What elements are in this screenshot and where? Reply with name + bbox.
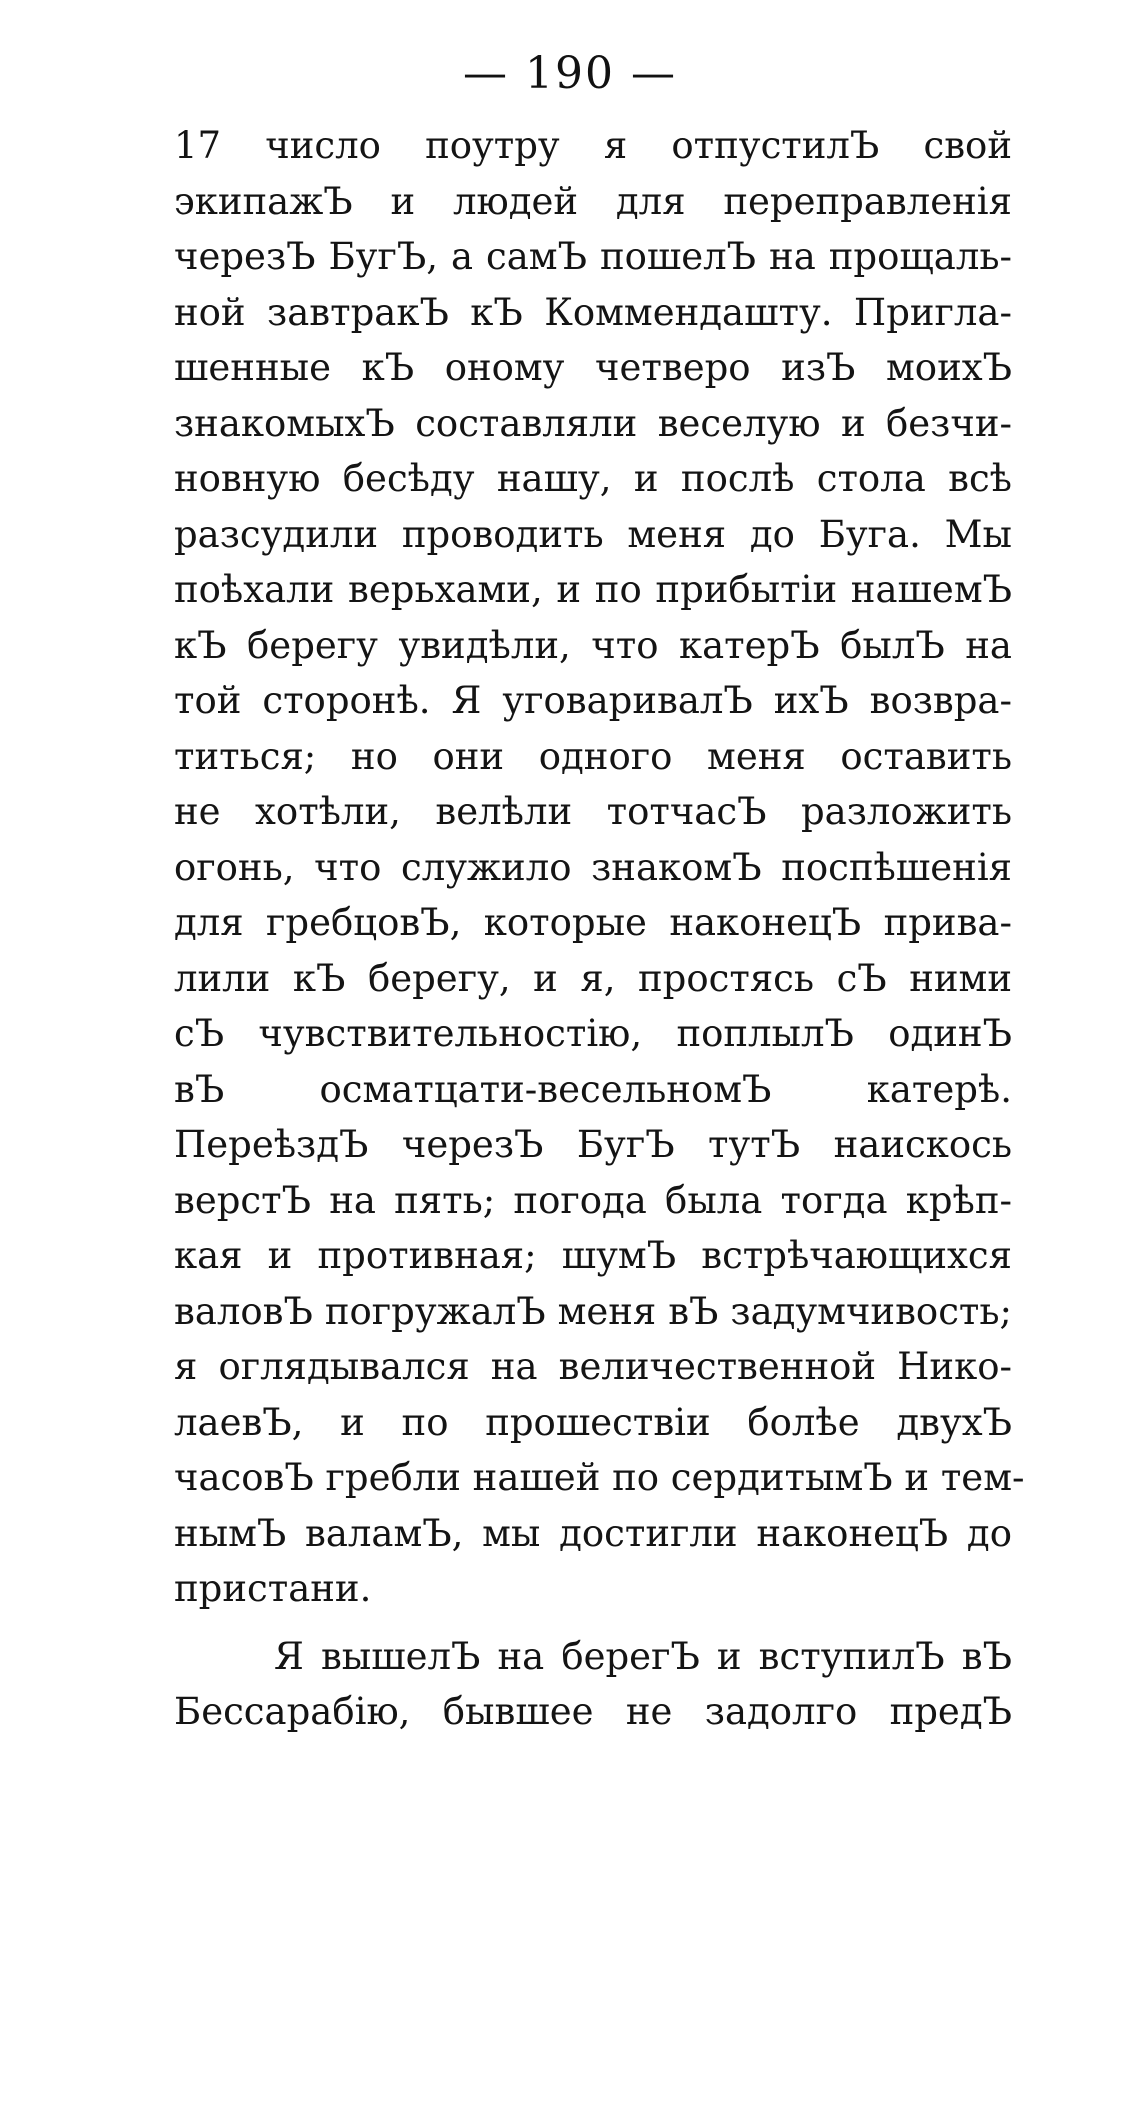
text-line: верстЪ на пять; погода была тогда крѣп- bbox=[174, 1178, 1012, 1222]
body-text bbox=[174, 118, 1025, 1740]
text-line: шенные кЪ оному четверо изЪ моихЪ bbox=[174, 346, 1012, 389]
text-line: валовЪ погружалЪ меня вЪ задумчивость; bbox=[174, 1289, 1012, 1333]
text-line: огонь, что служило знакомЪ поспѣшенія bbox=[174, 845, 1012, 889]
text-line: кЪ берегу увидѣли, что катерЪ былЪ на bbox=[174, 623, 1012, 667]
text-line: не хотѣли, велѣли тотчасЪ разложить bbox=[174, 790, 1012, 833]
text-line: кая и противная; шумЪ встрѣчающихся bbox=[174, 1234, 1012, 1277]
text-line: сЪ чувствительностію, поплылЪ одинЪ bbox=[174, 1012, 1012, 1055]
text-line: черезЪ БугЪ, а самЪ пошелЪ на прощаль- bbox=[174, 235, 1012, 278]
text-line: Бессарабію, бывшее не задолго предЪ bbox=[174, 1690, 1012, 1733]
text-line: нымЪ валамЪ, мы достигли наконецЪ до bbox=[174, 1511, 1012, 1555]
text-line: той сторонѣ. Я уговаривалЪ ихЪ возвра- bbox=[174, 679, 1012, 722]
text-line: новную бесѣду нашу, и послѣ стола всѣ bbox=[174, 457, 1012, 500]
page-number: — 190 — bbox=[463, 48, 677, 99]
paragraph-gap bbox=[174, 1617, 1012, 1629]
text-line: часовЪ гребли нашей по сердитымЪ и тем- bbox=[174, 1456, 1025, 1499]
text-line: ной завтракЪ кЪ Коммендашту. Пригла- bbox=[174, 290, 1012, 334]
text-line: экипажЪ и людей для переправленія bbox=[174, 179, 1012, 223]
text-line: лили кЪ берегу, и я, простясь сЪ ними bbox=[174, 956, 1012, 1000]
paragraph-2 bbox=[174, 1629, 1012, 1740]
text-line: ПереѣздЪ черезЪ БугЪ тутЪ наискось bbox=[174, 1123, 1012, 1166]
text-line: титься; но они одного меня оставить bbox=[174, 734, 1012, 778]
text-line: Я вышелЪ на берегЪ и вступилЪ вЪ bbox=[274, 1634, 1012, 1678]
text-line: знакомыхЪ составляли веселую и безчи- bbox=[174, 401, 1012, 445]
text-line: пристани. bbox=[174, 1567, 372, 1610]
paragraph-1 bbox=[174, 118, 1025, 1617]
text-line: для гребцовЪ, которые наконецЪ прива- bbox=[174, 901, 1012, 944]
text-line: лаевЪ, и по прошествіи болѣе двухЪ bbox=[174, 1400, 1012, 1444]
text-line: вЪ осматцати-весельномЪ катерѣ. bbox=[174, 1067, 1012, 1111]
text-line: я оглядывался на величественной Нико- bbox=[174, 1345, 1012, 1388]
text-line: разсудили проводить меня до Буга. Мы bbox=[174, 512, 1012, 556]
text-line: 17 число поутру я отпустилЪ свой bbox=[174, 124, 1012, 167]
text-line: поѣхали верьхами, и по прибытіи нашемЪ bbox=[174, 568, 1012, 611]
